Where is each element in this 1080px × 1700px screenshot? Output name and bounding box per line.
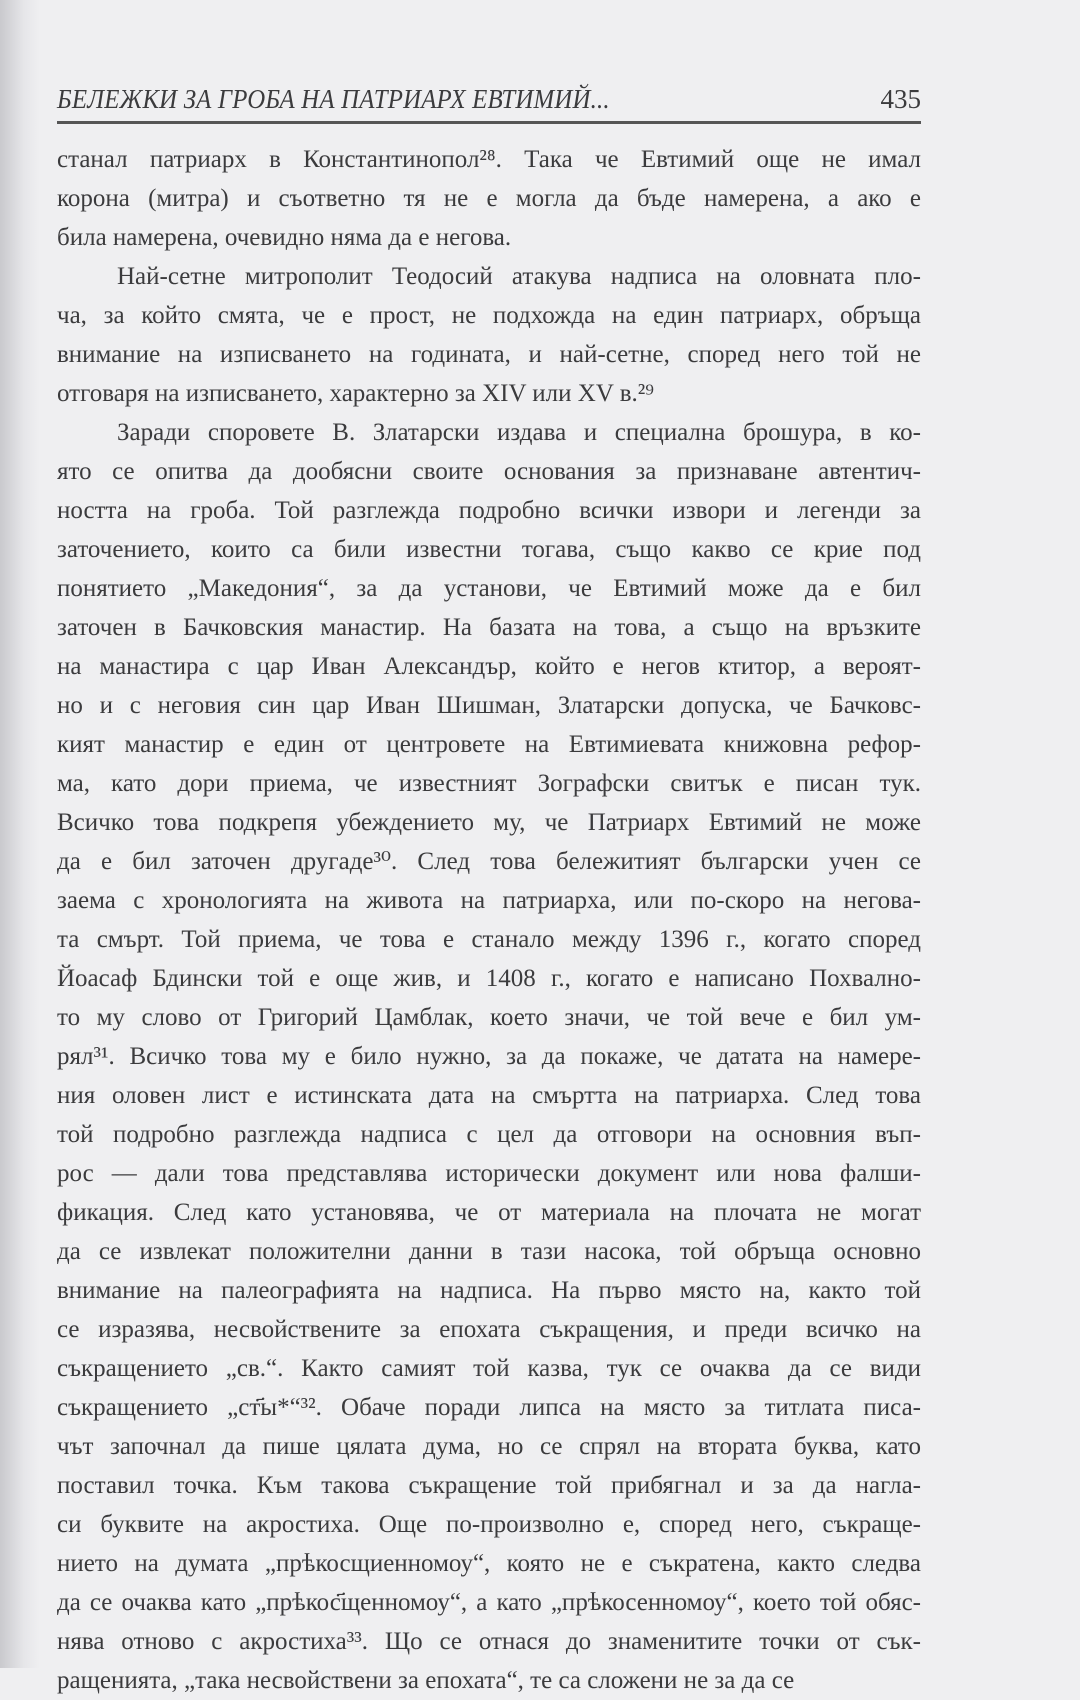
text-line (57, 1427, 921, 1466)
running-header-title: БЕЛЕЖКИ ЗА ГРОБА НА ПАТРИАРХ ЕВТИМИЙ... (57, 84, 610, 114)
page-number: 435 (880, 84, 921, 114)
text-line-content: внимание на изписването на годината, и най-сетне, според него той не (57, 341, 921, 368)
text-line (57, 335, 921, 374)
text-line-content: той подробно разглежда надписа с цел да отговори на основния въп- (57, 1121, 921, 1148)
text-line-content: чът започнал да пише цялата дума, но се спрял на втората буква, като (57, 1433, 921, 1460)
text-line-content: на манастира с цар Иван Александър, който е негов ктитор, а вероят- (57, 653, 921, 680)
text-line (57, 1076, 921, 1115)
text-line (57, 1349, 921, 1388)
text-line (57, 1154, 921, 1193)
text-line-content: ращенията, „така несвойствени за епохата“, те са сложени не за да се (57, 1667, 795, 1694)
text-line (57, 686, 921, 725)
text-line (57, 491, 921, 530)
text-line (57, 881, 921, 920)
text-line-content: да се очаква като „прѣкос҃щенномоу“, а като „прѣкосенномоу“, което той обяс- (57, 1589, 921, 1616)
text-line (57, 1661, 921, 1700)
text-line (57, 257, 921, 296)
text-line (57, 920, 921, 959)
text-line-content: Йоасаф Бдински той е още жив, и 1408 г., когато е написано Похвално- (57, 965, 921, 992)
text-line (57, 959, 921, 998)
text-line-content: кият манастир е един от центровете на Евтимиевата книжовна рефор- (57, 731, 921, 758)
text-line (57, 1193, 921, 1232)
text-line (57, 1622, 921, 1661)
text-line (57, 725, 921, 764)
text-line (57, 179, 921, 218)
text-line-content: Заради споровете В. Златарски издава и специална брошура, в ко- (117, 419, 921, 446)
text-line-content: Всичко това подкрепя убеждението му, че Патриарх Евтимий не може (57, 809, 921, 836)
paragraph (57, 140, 921, 257)
text-line (57, 1505, 921, 1544)
text-line-content: се изразява, несвойствените за епохата съкращения, и преди всичко на (57, 1316, 921, 1343)
text-line-content: ма, като дори приема, че известният Зографски свитък е писан тук. (57, 770, 921, 797)
text-line (57, 1232, 921, 1271)
text-line-content: рял³¹. Всичко това му е било нужно, за да покаже, че датата на намере- (57, 1043, 921, 1070)
text-line (57, 452, 921, 491)
text-line-content: рос — дали това представлява исторически документ или нова фалши- (57, 1160, 921, 1187)
text-line-content: ния оловен лист е истинската дата на смъртта на патриарха. След това (57, 1082, 921, 1109)
text-line (57, 530, 921, 569)
text-line-content: отговаря на изписването, характерно за XIV или XV в.²⁹ (57, 380, 654, 407)
text-line-content: фикация. След като установява, че от материала на плочата не могат (57, 1199, 921, 1226)
text-line-content: поставил точка. Към такова съкращение той прибягнал и за да нагла- (57, 1472, 921, 1499)
text-line-content: внимание на палеографията на надписа. На първо място на, както той (57, 1277, 921, 1304)
running-header (57, 78, 921, 118)
text-line (57, 1583, 921, 1622)
text-line (57, 569, 921, 608)
paragraph (57, 413, 921, 1700)
text-line-content: заточен в Бачковския манастир. На базата на това, а също на връзките (57, 614, 921, 641)
text-line (57, 1115, 921, 1154)
text-line (57, 647, 921, 686)
text-line-content: нието на думата „прѣкосщиенномоу“, която не е съкратена, както следва (57, 1550, 921, 1577)
text-line-content: съкращението „св.“. Както самият той казва, тук се очаква да се види (57, 1355, 921, 1382)
text-line-content: корона (митра) и съответно тя не е могла да бъде намерена, а ако е (57, 185, 921, 212)
page-edge-shadow (0, 0, 40, 1668)
paragraph (57, 257, 921, 413)
text-line-content: да е бил заточен другаде³⁰. След това бележитият български учен се (57, 848, 921, 875)
text-line-content: та смърт. Той приема, че това е станало между 1396 г., когато според (57, 926, 921, 953)
text-line-content: нява отново с акростиха³³. Що се отнася до знаменитите точки от сък- (57, 1628, 921, 1655)
text-line-content: съкращението „ст҃ы*“³². Обаче поради липса на място за титлата писа- (57, 1394, 921, 1421)
text-line (57, 1544, 921, 1583)
text-line-content: то му слово от Григорий Цамблак, което значи, че той вече е бил ум- (57, 1004, 921, 1031)
text-line-content: била намерена, очевидно няма да е негова. (57, 224, 512, 251)
body-text (57, 140, 921, 1700)
text-line (57, 608, 921, 647)
text-line (57, 296, 921, 335)
text-line-content: понятието „Македония“, за да установи, че Евтимий може да е бил (57, 575, 921, 602)
text-line (57, 140, 921, 179)
text-line-content: ността на гроба. Той разглежда подробно всички извори и легенди за (57, 497, 921, 524)
text-line (57, 1466, 921, 1505)
text-line-content: ча, за който смята, че е прост, не подхожда на един патриарх, обръща (57, 302, 921, 329)
text-line-content: но и с неговия син цар Иван Шишман, Златарски допуска, че Бачковс- (57, 692, 921, 719)
text-line-content: Най-сетне митрополит Теодосий атакува надписа на оловната пло- (117, 263, 921, 290)
text-line (57, 1271, 921, 1310)
text-line-content: станал патриарх в Константинопол²⁸. Така че Евтимий още не имал (57, 146, 921, 173)
text-line (57, 413, 921, 452)
text-line-content: заточението, които са били известни тогава, също какво се крие под (57, 536, 921, 563)
text-line (57, 218, 921, 257)
text-line (57, 842, 921, 881)
text-line-content: ято се опитва да дообясни своите основания за признаване автентич- (57, 458, 921, 485)
text-line-content: заема с хронологията на живота на патриарха, или по-скоро на негова- (57, 887, 921, 914)
text-line (57, 998, 921, 1037)
text-line (57, 803, 921, 842)
text-line (57, 1037, 921, 1076)
header-rule (57, 121, 921, 124)
text-line-content: си буквите на акростиха. Още по-произволно е, според него, съкраще- (57, 1511, 921, 1538)
text-line-content: да се извлекат положителни данни в тази насока, той обръща основно (57, 1238, 921, 1265)
text-line (57, 1310, 921, 1349)
text-line (57, 374, 921, 413)
text-line (57, 1388, 921, 1427)
text-line (57, 764, 921, 803)
